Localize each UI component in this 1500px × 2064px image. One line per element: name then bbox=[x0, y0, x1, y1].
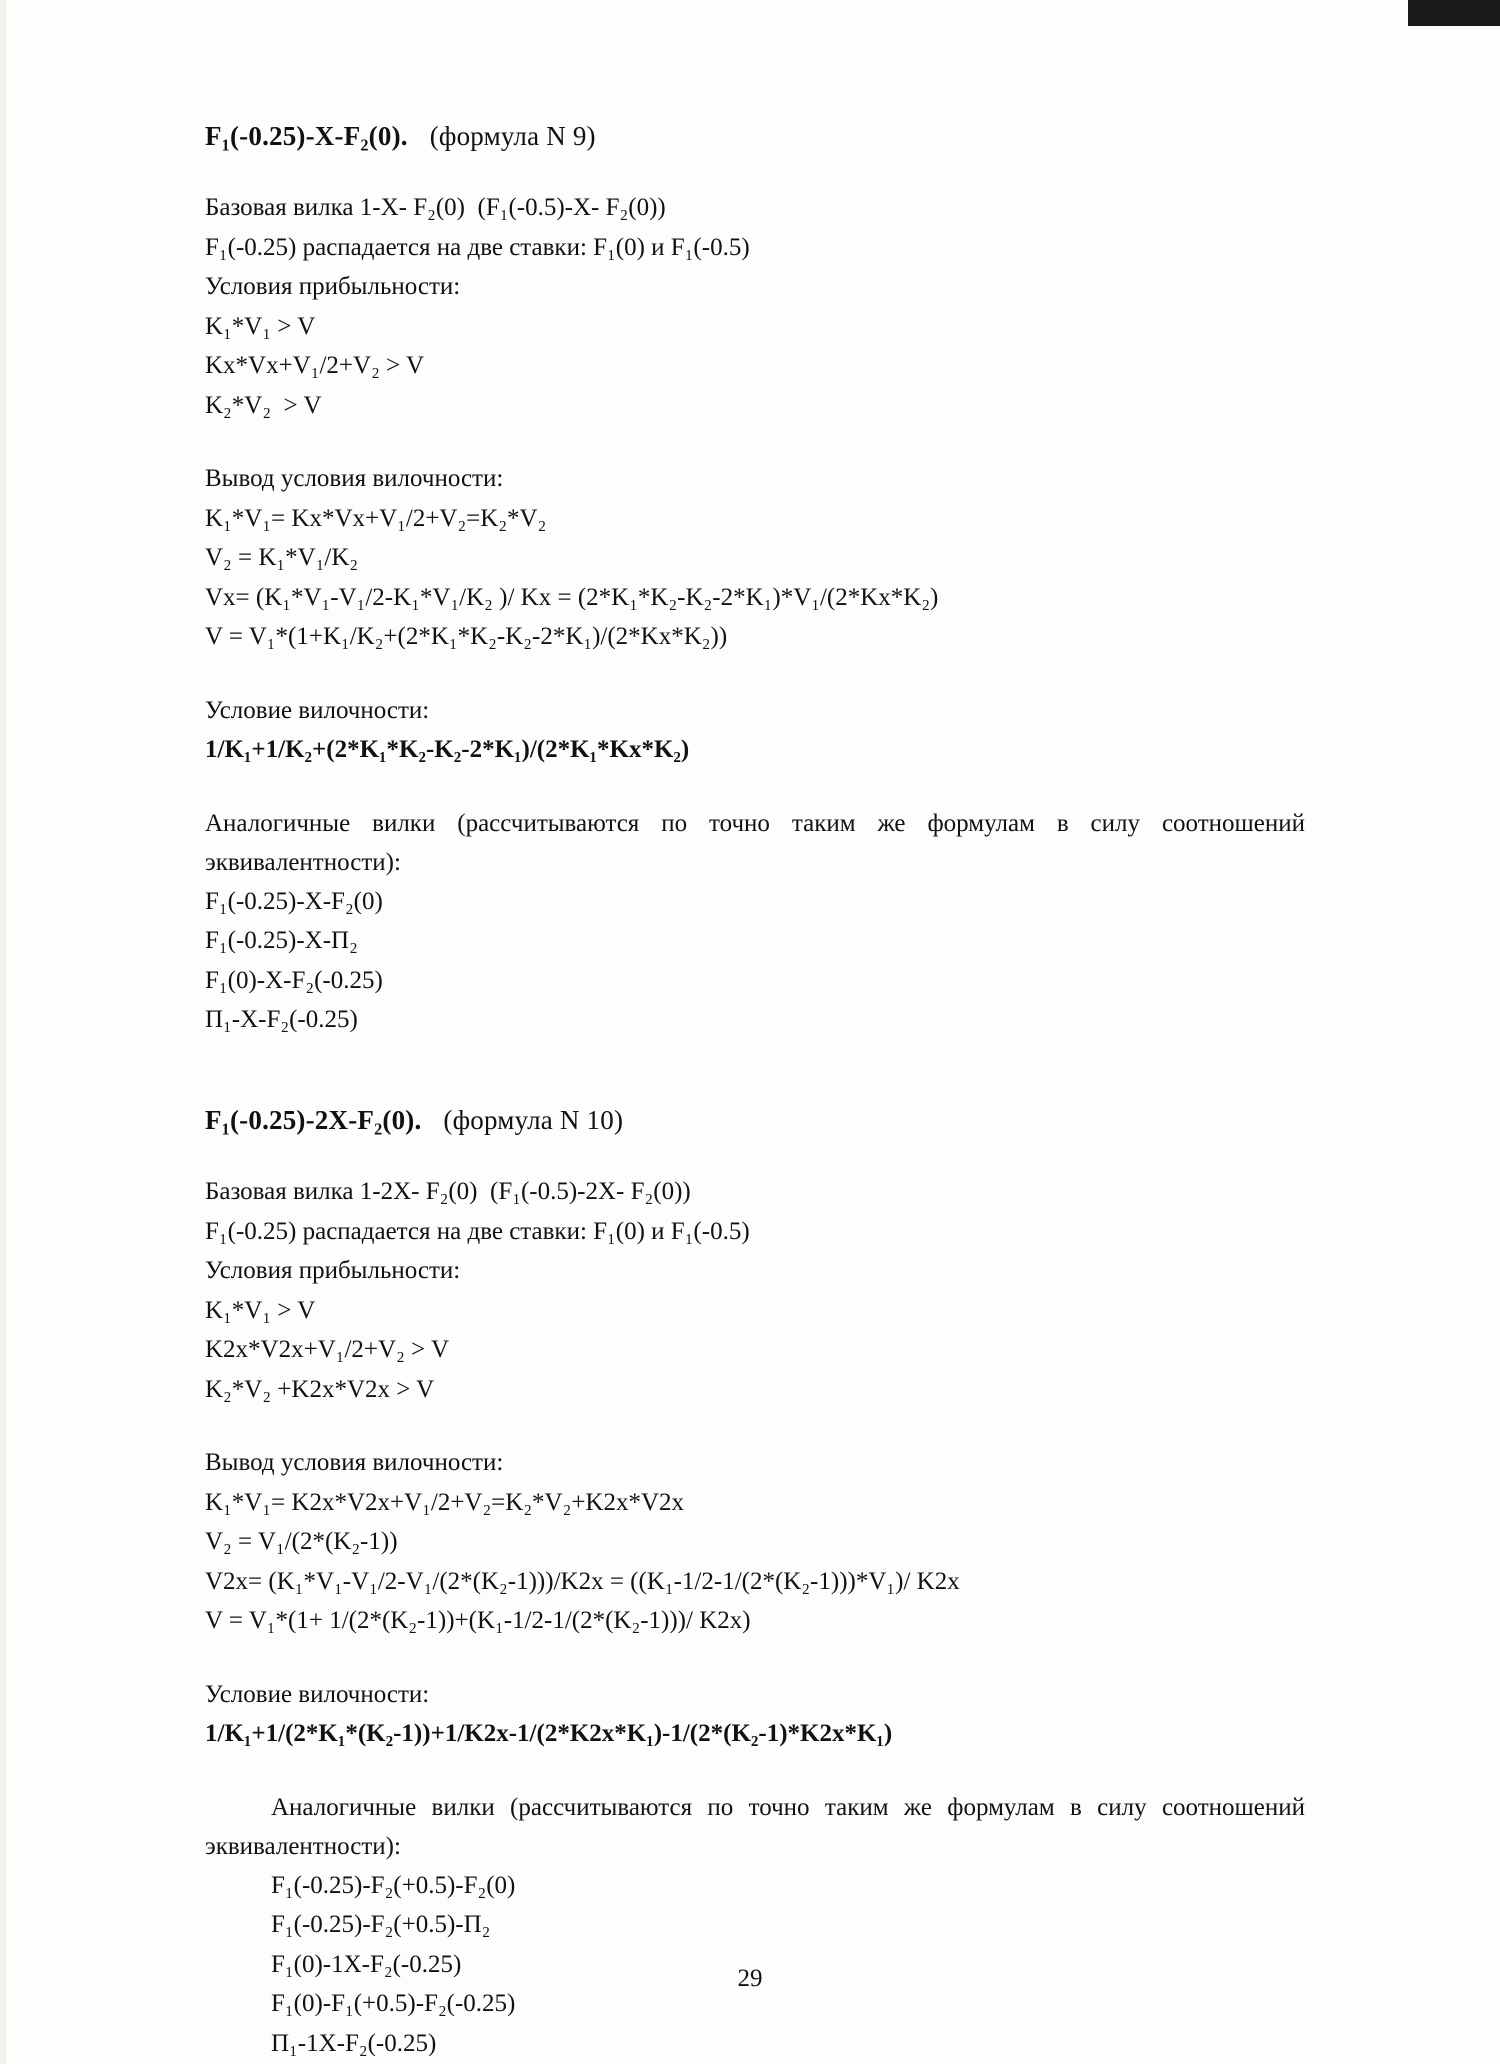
derivation-line: V2x= (K₁*V₁-V₁/2-V₁/(2*(K₂-1)))/K2x = ((K₁-1/2-1/(2*(K₂-1)))*V₁)/ K2x bbox=[205, 1567, 960, 1595]
similar-title: Аналогичные вилки (рассчитываются по точно таким же формулам в силу соотношений эквивалентности): bbox=[205, 1793, 1305, 1860]
derivation-line: V = V₁*(1+ 1/(2*(K₂-1))+(K₁-1/2-1/(2*(K₂-1)))/ K2x) bbox=[205, 1607, 751, 1635]
similar-title: Аналогичные вилки (рассчитываются по точно таким же формулам в силу соотношений эквивалентности): bbox=[205, 809, 1305, 876]
intro-line: Условия прибыльности: bbox=[205, 1257, 461, 1285]
derivation-line: K₁*V₁= Kx*Vx+V₁/2+V₂=K₂*V₂ bbox=[205, 504, 547, 532]
intro-line: Базовая вилка 1-X- F₂(0) (F₁(-0.5)-X- F₂(0)) bbox=[205, 194, 666, 222]
intro-line: Базовая вилка 1-2X- F₂(0) (F₁(-0.5)-2X- F₂(0)) bbox=[205, 1178, 691, 1206]
section-formula-10 bbox=[205, 1102, 1305, 2063]
condition-formula: 1/K₁+1/(2*K₁*(K₂-1))+1/K2x-1/(2*K2x*K₁)-1/(2*(K₂-1)*K2x*K₁) bbox=[205, 1720, 893, 1748]
scan-edge bbox=[0, 0, 6, 2064]
section-formula-9 bbox=[205, 118, 1305, 1040]
derivation-line: V₂ = K₁*V₁/K₂ bbox=[205, 544, 359, 572]
section-heading bbox=[205, 118, 1305, 154]
derivation-block bbox=[205, 1443, 1305, 1641]
heading-formula: F₁(-0.25)-X-F₂(0). bbox=[205, 121, 408, 151]
list-item: F₁(0)-1X-F₂(-0.25) bbox=[271, 1950, 462, 1978]
derivation-title: Вывод условия вилочности: bbox=[205, 465, 504, 493]
derivation-title: Вывод условия вилочности: bbox=[205, 1449, 504, 1477]
intro-line: Kx*Vx+V₁/2+V₂ > V bbox=[205, 352, 424, 380]
heading-formula: F₁(-0.25)-2X-F₂(0). bbox=[205, 1104, 422, 1135]
list-item: F₁(0)-X-F₂(-0.25) bbox=[205, 966, 383, 994]
intro-line: K₁*V₁ > V bbox=[205, 1296, 316, 1324]
intro-line: K₂*V₂ +K2x*V2x > V bbox=[205, 1375, 435, 1403]
heading-note: (формула N 9) bbox=[429, 121, 596, 151]
list-item: П₁-X-F₂(-0.25) bbox=[205, 1006, 358, 1034]
derivation-line: V = V₁*(1+K₁/K₂+(2*K₁*K₂-K₂-2*K₁)/(2*Kx*K₂)) bbox=[205, 623, 728, 651]
condition-formula: 1/K₁+1/K₂+(2*K₁*K₂-K₂-2*K₁)/(2*K₁*Kx*K₂) bbox=[205, 736, 690, 764]
list-item: F₁(-0.25)-F₂(+0.5)-П₂ bbox=[271, 1911, 491, 1939]
intro-line: K₁*V₁ > V bbox=[205, 312, 316, 340]
intro-line: K2x*V2x+V₁/2+V₂ > V bbox=[205, 1336, 449, 1364]
heading-note: (формула N 10) bbox=[443, 1104, 624, 1135]
page-number: 29 bbox=[737, 1965, 763, 1992]
derivation-block bbox=[205, 459, 1305, 657]
intro-block bbox=[205, 1172, 1305, 1409]
list-item: F₁(-0.25)-X-F₂(0) bbox=[205, 887, 383, 915]
intro-line: Условия прибыльности: bbox=[205, 273, 461, 301]
list-item: П₁-1X-F₂(-0.25) bbox=[271, 2029, 437, 2057]
condition-title: Условие вилочности: bbox=[205, 1680, 430, 1708]
condition-block bbox=[205, 691, 1305, 770]
section-heading bbox=[205, 1102, 1305, 1138]
derivation-line: V₂ = V₁/(2*(K₂-1)) bbox=[205, 1528, 398, 1556]
intro-block bbox=[205, 188, 1305, 425]
intro-line: F₁(-0.25) распадается на две ставки: F₁(0) и F₁(-0.5) bbox=[205, 233, 750, 261]
list-item: F₁(-0.25)-F₂(+0.5)-F₂(0) bbox=[271, 1871, 516, 1899]
page-content bbox=[205, 118, 1305, 2063]
intro-line: K₂*V₂ > V bbox=[205, 391, 322, 419]
list-item: F₁(0)-F₁(+0.5)-F₂(-0.25) bbox=[271, 1990, 516, 2018]
derivation-line: K₁*V₁= K2x*V2x+V₁/2+V₂=K₂*V₂+K2x*V2x bbox=[205, 1488, 685, 1516]
similar-list bbox=[205, 882, 1305, 1040]
list-item: F₁(-0.25)-X-П₂ bbox=[205, 927, 358, 955]
condition-title: Условие вилочности: bbox=[205, 696, 430, 724]
derivation-line: Vx= (K₁*V₁-V₁/2-K₁*V₁/K₂ )/ Kx = (2*K₁*K₂-K₂-2*K₁)*V₁/(2*Kx*K₂) bbox=[205, 583, 939, 611]
condition-block bbox=[205, 1675, 1305, 1754]
scan-artifact bbox=[1408, 0, 1500, 26]
intro-line: F₁(-0.25) распадается на две ставки: F₁(0) и F₁(-0.5) bbox=[205, 1217, 750, 1245]
